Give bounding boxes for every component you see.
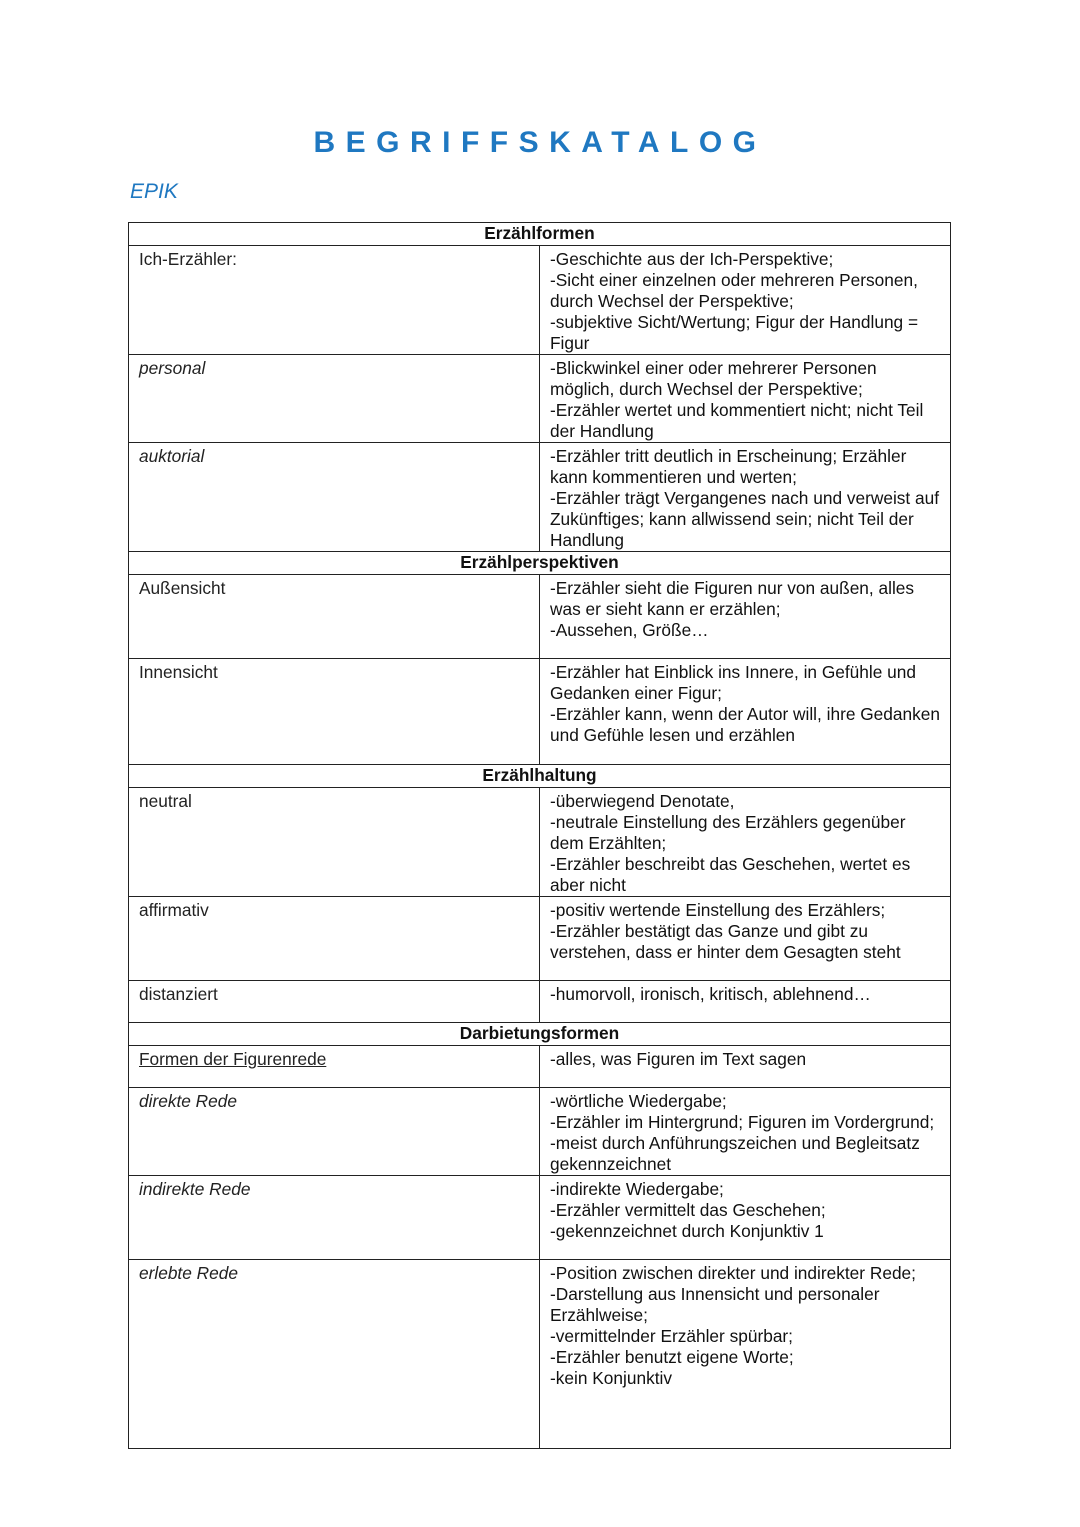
table-row [129, 246, 951, 355]
term-cell: auktorial [129, 443, 540, 552]
description-line: -Erzähler sieht die Figuren nur von außen, alles was er sieht kann er erzählen; [550, 578, 915, 619]
section-header: Erzählhaltung [129, 765, 951, 788]
section-header: Erzählformen [129, 223, 951, 246]
description-line: -Erzähler beschreibt das Geschehen, wertet es aber nicht [550, 854, 911, 895]
description-line: -Blickwinkel einer oder mehrerer Personen möglich, durch Wechsel der Perspektive; [550, 358, 877, 399]
description-line: -Erzähler kann, wenn der Autor will, ihre Gedanken und Gefühle lesen und erzählen [550, 704, 940, 745]
term-cell: erlebte Rede [129, 1260, 540, 1449]
table-row [129, 355, 951, 443]
description-cell [540, 443, 951, 552]
description-cell [540, 1176, 951, 1260]
table-row [129, 788, 951, 897]
description-line: -Erzähler tritt deutlich in Erscheinung; Erzähler kann kommentieren und werten; [550, 446, 907, 487]
description-cell [540, 659, 951, 765]
table-row [129, 443, 951, 552]
table-row [129, 897, 951, 981]
description-cell [540, 1260, 951, 1449]
section-header: Darbietungsformen [129, 1023, 951, 1046]
term-cell: Ich-Erzähler: [129, 246, 540, 355]
description-cell [540, 788, 951, 897]
description-line: -Darstellung aus Innensicht und personaler Erzählweise; [550, 1284, 880, 1325]
description-line: -Erzähler hat Einblick ins Innere, in Gefühle und Gedanken einer Figur; [550, 662, 916, 703]
term-cell: direkte Rede [129, 1088, 540, 1176]
description-line: -meist durch Anführungszeichen und Begleitsatz gekennzeichnet [550, 1133, 920, 1174]
term-cell: affirmativ [129, 897, 540, 981]
description-line: -überwiegend Denotate, [550, 791, 735, 811]
section-header-row [129, 1023, 951, 1046]
description-line: -subjektive Sicht/Wertung; Figur der Handlung = Figur [550, 312, 919, 353]
term-cell: neutral [129, 788, 540, 897]
description-line: -Sicht einer einzelnen oder mehreren Personen, durch Wechsel der Perspektive; [550, 270, 918, 311]
section-header-row [129, 765, 951, 788]
table-row [129, 1088, 951, 1176]
description-line: -Erzähler vermittelt das Geschehen; [550, 1200, 826, 1220]
term-cell: Formen der Figurenrede [129, 1046, 540, 1088]
description-cell [540, 246, 951, 355]
section-header-row [129, 223, 951, 246]
table-row [129, 1046, 951, 1088]
term-cell: Innensicht [129, 659, 540, 765]
description-cell [540, 1088, 951, 1176]
description-line: -Aussehen, Größe… [550, 620, 709, 640]
term-cell: personal [129, 355, 540, 443]
description-cell [540, 1046, 951, 1088]
description-line: -Erzähler bestätigt das Ganze und gibt zu verstehen, dass er hinter dem Gesagten steht [550, 921, 901, 962]
table-row [129, 659, 951, 765]
description-line: -wörtliche Wiedergabe; [550, 1091, 727, 1111]
description-line: -indirekte Wiedergabe; [550, 1179, 724, 1199]
description-line: -Position zwischen direkter und indirekter Rede; [550, 1263, 916, 1283]
description-line: -kein Konjunktiv [550, 1368, 672, 1388]
description-cell [540, 897, 951, 981]
description-line: -alles, was Figuren im Text sagen [550, 1049, 807, 1069]
section-heading-epik: EPIK [130, 180, 178, 203]
description-line: -Erzähler benutzt eigene Worte; [550, 1347, 794, 1367]
term-cell: distanziert [129, 981, 540, 1023]
term-cell: indirekte Rede [129, 1176, 540, 1260]
table-row [129, 575, 951, 659]
description-line: -neutrale Einstellung des Erzählers gegenüber dem Erzählten; [550, 812, 906, 853]
description-line: -humorvoll, ironisch, kritisch, ablehnend… [550, 984, 871, 1004]
description-cell [540, 355, 951, 443]
description-line: -Erzähler trägt Vergangenes nach und verweist auf Zukünftiges; kann allwissend sein; nicht Teil der Handlung [550, 488, 940, 550]
description-cell [540, 575, 951, 659]
description-line: -vermittelnder Erzähler spürbar; [550, 1326, 793, 1346]
section-header: Erzählperspektiven [129, 552, 951, 575]
description-line: -Erzähler wertet und kommentiert nicht; nicht Teil der Handlung [550, 400, 924, 441]
description-line: -Geschichte aus der Ich-Perspektive; [550, 249, 834, 269]
description-line: -gekennzeichnet durch Konjunktiv 1 [550, 1221, 824, 1241]
page-title: BEGRIFFSKATALOG [313, 126, 767, 159]
section-header-row [129, 552, 951, 575]
description-line: -positiv wertende Einstellung des Erzählers; [550, 900, 886, 920]
description-cell [540, 981, 951, 1023]
table-row [129, 1260, 951, 1449]
description-line: -Erzähler im Hintergrund; Figuren im Vordergrund; [550, 1112, 935, 1132]
table-row [129, 1176, 951, 1260]
term-cell: Außensicht [129, 575, 540, 659]
term-catalog-table [128, 222, 951, 1449]
table-row [129, 981, 951, 1023]
